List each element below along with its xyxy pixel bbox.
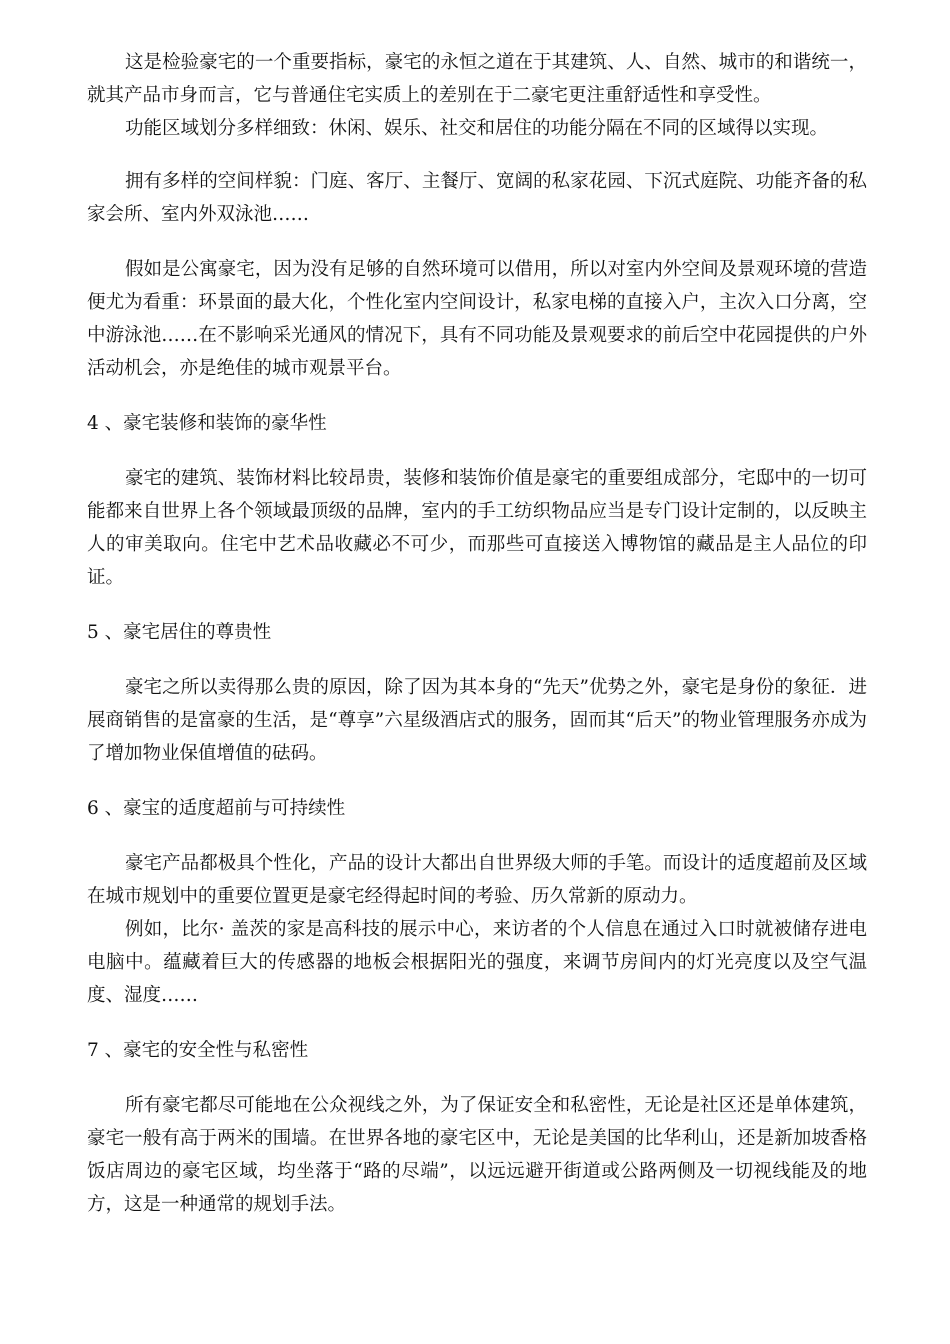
paragraph: 功能区域划分多样细致：休闲、娱乐、社交和居住的功能分隔在不同的区域得以实现。 — [125, 118, 829, 139]
paragraph: 拥有多样的空间样貌：门庭、客厅、主餐厅、宽阔的私家花园、下沉式庭院、功能齐备的私家会所、室内外双泳池…… — [87, 171, 867, 225]
paragraph: 豪宅的建筑、装饰材料比较昂贵，装修和装饰价值是豪宅的重要组成部分，宅邸中的一切可能都来自世界上各个领域最顶级的品牌，室内的手工纺织物品应当是专门设计定制的，以反映主人的审美取向。住宅中艺术品收藏必不可少，而那些可直接送入博物馆的藏品是主人品位的印证。 — [87, 468, 867, 588]
paragraph: 这是检验豪宅的一个重要指标，豪宅的永恒之道在于其建筑、人、自然、城市的和谐统一，就其产品市身而言，它与普通住宅实质上的差别在于二豪宅更注重舒适性和享受性。 — [87, 52, 867, 106]
paragraph: 例如，比尔· 盖茨的家是高科技的展示中心，来访者的个人信息在通过入口时就被储存进电电脑中。蕴藏着巨大的传感器的地板会根据阳光的强度，来调节房间内的灯光亮度以及空气温度、湿度…… — [87, 919, 867, 1006]
paragraph: 假如是公寓豪宅，因为没有足够的自然环境可以借用，所以对室内外空间及景观环境的营造便尤为看重：环景面的最大化，个性化室内空间设计，私家电梯的直接入户，主次入口分离，空中游泳池……在不影响采光通风的情况下，具有不同功能及景观要求的前后空中花园提供的户外活动机会，亦是绝佳的城市观景平台。 — [87, 259, 867, 379]
section-heading: 5 、豪宅居住的尊贵性 — [87, 622, 272, 643]
document-page — [87, 46, 867, 1221]
section-heading: 4 、豪宅装修和装饰的豪华性 — [87, 413, 327, 434]
paragraph: 所有豪宅都尽可能地在公众视线之外，为了保证安全和私密性，无论是社区还是单体建筑，豪宅一般有高于两米的围墙。在世界各地的豪宅区中，无论是美国的比华利山，还是新加坡香格饭店周边的豪宅区域，均坐落于“路的尽端”，以远远避开街道或公路两侧及一切视线能及的地方，这是一种通常的规划手法。 — [87, 1095, 867, 1215]
paragraph: 豪宅产品都极具个性化，产品的设计大都出自世界级大师的手笔。而设计的适度超前及区域在城市规划中的重要位置更是豪宅经得起时间的考验、历久常新的原动力。 — [87, 853, 867, 907]
section-heading: 7 、豪宅的安全性与私密性 — [87, 1040, 309, 1061]
section-heading: 6 、豪宝的适度超前与可持续性 — [87, 798, 346, 819]
paragraph: 豪宅之所以卖得那么贵的原因，除了因为其本身的“先天”优势之外，豪宅是身份的象征．进展商销售的是富豪的生活，是“尊享”六星级酒店式的服务，固而其“后天”的物业管理服务亦成为了增加物业保值增值的砝码。 — [87, 677, 867, 764]
